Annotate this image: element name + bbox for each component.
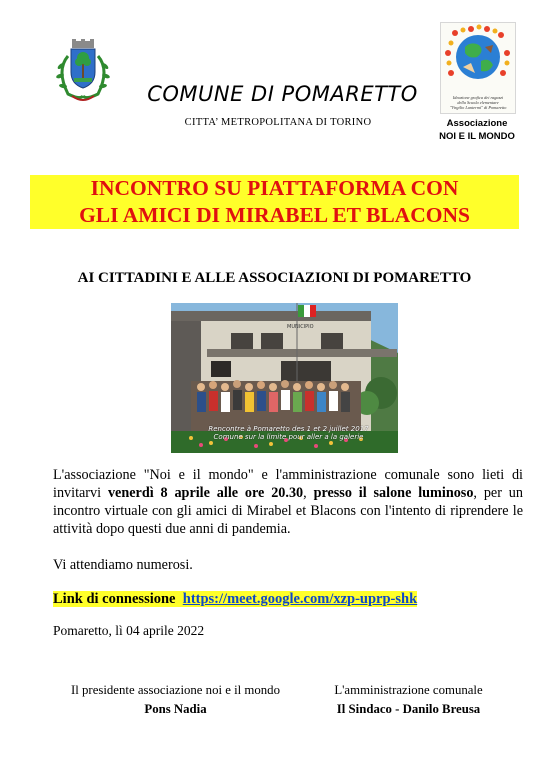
- meet-link[interactable]: https://meet.google.com/xzp-uprp-shk: [182, 591, 418, 607]
- municipio-sign: MUNICIPIO: [287, 324, 314, 330]
- signature-right: [316, 681, 501, 719]
- event-headline: [30, 175, 519, 229]
- link-label: Link di connessione: [53, 591, 176, 607]
- right-signatory-name: Il Sindaco - Danilo Breusa: [336, 702, 481, 716]
- event-date-time: venerdì 8 aprile alle ore 20.30: [107, 485, 304, 501]
- invitation-paragraph: [53, 466, 523, 538]
- municipality-title: COMUNE DI POMARETTO: [147, 82, 418, 106]
- connection-link-row: [53, 591, 417, 608]
- association-label: Associazione NOI E IL MONDO: [439, 118, 515, 142]
- signature-left: [53, 681, 298, 719]
- association-logo-caption: Ideazione grafica dei ragazzi della Scuola elementare "Virgilio Lantermi" di Pomaretto: [449, 95, 507, 110]
- date-line: Pomaretto, lì 04 aprile 2022: [53, 623, 205, 638]
- headline-line-1: INCONTRO SU PIATTAFORMA CON: [90, 176, 459, 200]
- group-photo: [171, 303, 398, 453]
- para-text-1: L'associazione "Noi e il mondo" e l'amministrazione comunale sono lieti di invitarvi: [53, 467, 523, 501]
- municipal-crest-logo: [50, 38, 116, 106]
- event-location: presso il salone luminoso: [313, 485, 474, 501]
- headline-line-2: GLI AMICI DI MIRABEL ET BLACONS: [79, 203, 470, 227]
- addressees-heading: AI CITTADINI E ALLE ASSOCIAZIONI DI POMARETTO: [77, 270, 472, 286]
- photo-caption: Rencontre à Pomaretto des 1 et 2 juillet 2017 Comune sur la limite pour aller a la galerie: [208, 425, 369, 441]
- para-text-3: , per un incontro virtuale con gli amici di Mirabel et Blacons con l'intento di riprendere le attività dopo questi due anni di pandemia.: [53, 485, 523, 537]
- association-logo: [440, 22, 516, 114]
- left-signatory-role: Il presidente associazione noi e il mondo: [71, 683, 280, 697]
- metropolitan-city-subtitle: CITTA’ METROPOLITANA DI TORINO: [184, 117, 372, 128]
- left-signatory-name: Pons Nadia: [144, 702, 207, 716]
- closing-sentence: Vi attendiamo numerosi.: [53, 557, 193, 573]
- para-text-2: ,: [303, 485, 314, 501]
- right-signatory-role: L'amministrazione comunale: [334, 683, 483, 697]
